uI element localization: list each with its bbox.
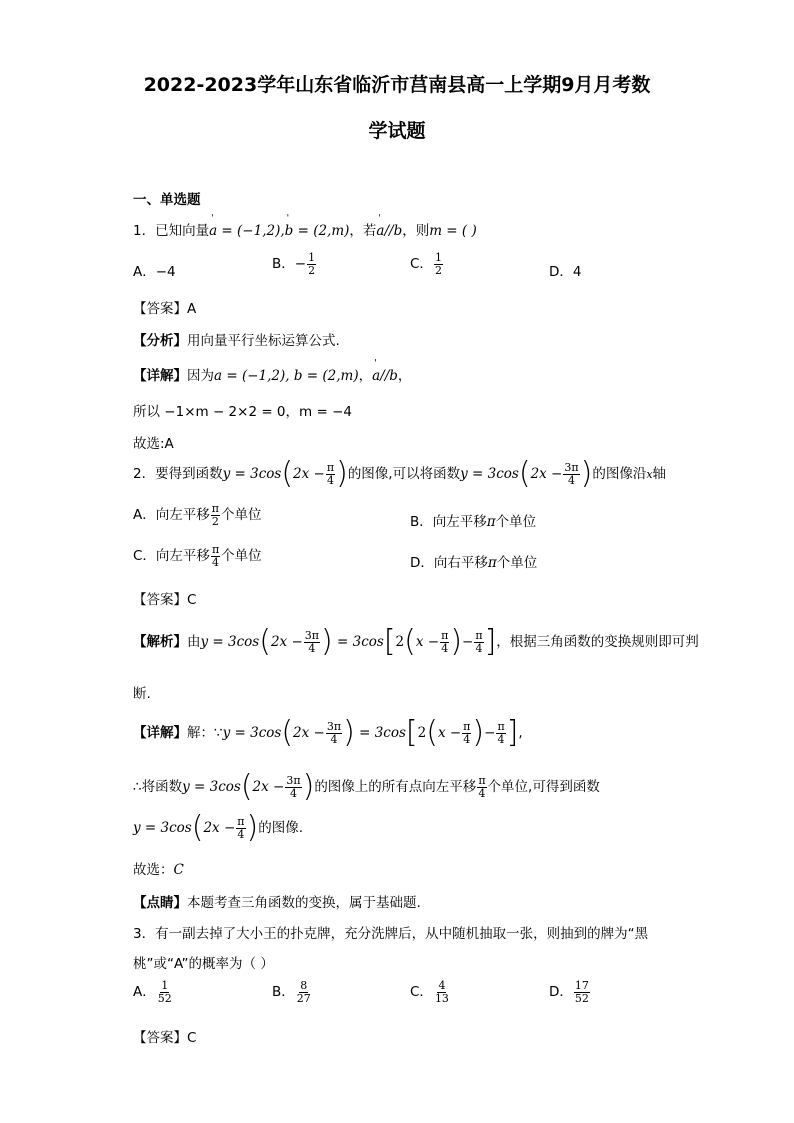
frac-den: 4 bbox=[478, 786, 486, 800]
q3-stem-line1: 3．有一副去掉了大小王的扑克牌，充分洗牌后，从中随机抽取一张，则抽到的牌为“黑 bbox=[133, 926, 649, 942]
q2-analysis: 【解析】由y = 3cos(2x − $\frac{3\pi}{4}$ ) = 3cos[2(x − $\frac{\pi}{4}$ )− $\frac{\pi}{4}$ ]，根据三角函数的变换规则即可判 bbox=[133, 624, 699, 659]
q1-option-b bbox=[272, 252, 317, 276]
q3-option-d-frac bbox=[574, 980, 590, 1004]
frac-den: 2 bbox=[308, 263, 316, 277]
q3-option-d-label: D． bbox=[549, 984, 573, 1001]
q2-line3-arg: 2x − bbox=[252, 779, 285, 795]
q1-option-b-frac bbox=[307, 252, 316, 276]
frac-den: 4 bbox=[212, 555, 220, 569]
q2-option-a-frac bbox=[211, 503, 220, 527]
q2-option-d bbox=[410, 551, 537, 571]
frac-num: π bbox=[497, 719, 505, 733]
frac-num: 3π bbox=[304, 628, 319, 642]
q2-stem-post: 的图像沿 bbox=[592, 466, 647, 482]
frac-num: 1 bbox=[434, 251, 442, 264]
q1-option-a: A．−4 bbox=[133, 264, 176, 280]
q2-line4-frac bbox=[236, 816, 245, 840]
frac-den: 4 bbox=[237, 827, 245, 841]
q2-detail-minus: − bbox=[484, 725, 496, 741]
q2-option-a-end: 个单位 bbox=[220, 507, 262, 524]
q1-detail-line2: 所以 −1×m − 2×2 = 0，m = −4 bbox=[133, 404, 352, 420]
q2-detail-eq: = 3cos bbox=[359, 725, 406, 741]
q3-option-c-label: C． bbox=[410, 984, 433, 1001]
q2-detail-frac3 bbox=[496, 721, 505, 745]
q3-option-d bbox=[549, 980, 591, 1004]
q2-line4-arg: 2x − bbox=[203, 820, 236, 836]
q2-analysis-frac2 bbox=[440, 630, 449, 654]
q2-detail-func: y = 3cos bbox=[222, 725, 282, 741]
q1-option-c-label: C． bbox=[410, 256, 433, 273]
frac-num: π bbox=[211, 502, 219, 515]
q1-detail-parallel: ' a//b bbox=[372, 368, 398, 384]
frac-den: 4 bbox=[475, 641, 483, 655]
frac-num: 1 bbox=[161, 979, 169, 992]
q2-option-d-label: D．向右平移 bbox=[410, 555, 488, 571]
q1-vector-a: ' a = (−1,2), bbox=[209, 223, 285, 239]
frac-num: 3π bbox=[564, 460, 579, 474]
q2-detail-x: x − bbox=[437, 725, 462, 741]
q2-func-arg: 2x − bbox=[293, 466, 325, 482]
q2-detail-two: 2 bbox=[417, 725, 427, 741]
frac-den: 4 bbox=[289, 786, 297, 800]
q2-detail-frac2 bbox=[462, 721, 471, 745]
q2-line3-pre: ∴将函数 bbox=[133, 779, 183, 795]
q3-option-a-frac bbox=[157, 980, 173, 1004]
q2-detail: 【详解】解：∵y = 3cos(2x − $\frac{3\pi}{4}$ ) = 3cos[2(x − $\frac{\pi}{4}$ )− $\frac{\pi}{4}$ ], bbox=[133, 715, 523, 750]
q1-detail-pre: 因为 bbox=[187, 368, 214, 384]
q2-func2-arg: 2x − bbox=[530, 466, 563, 482]
q2-analysis-two: 2 bbox=[395, 634, 405, 650]
q2-option-c bbox=[133, 544, 262, 568]
frac-den: 52 bbox=[574, 991, 589, 1005]
frac-num: 3π bbox=[326, 719, 342, 733]
q3-option-b bbox=[272, 980, 313, 1004]
q2-conclusion bbox=[133, 858, 184, 878]
q2-func: y = 3cos bbox=[222, 466, 282, 482]
q2-option-b-label: B．向左平移 bbox=[410, 514, 487, 530]
frac-den: 4 bbox=[308, 641, 316, 655]
q2-analysis-pre: 由 bbox=[187, 634, 201, 650]
q2-comment-text: 本题考查三角函数的变换，属于基础题. bbox=[187, 895, 421, 911]
q1-vector-b: ' b = (2,m) bbox=[285, 223, 350, 239]
q2-option-b bbox=[410, 510, 536, 530]
frac-den: 4 bbox=[567, 473, 575, 487]
q2-option-c-label: C．向左平移 bbox=[133, 548, 210, 565]
q2-detail-line4: y = 3cos(2x − $\frac{\pi}{4}$ )的图像. bbox=[133, 810, 304, 845]
q2-line3-frac2 bbox=[477, 775, 486, 799]
q2-conclusion-c: C bbox=[173, 862, 184, 878]
doc-title-line2: 学试题 bbox=[368, 120, 426, 142]
q3-answer: 【答案】C bbox=[133, 1030, 197, 1046]
q2-line3-frac1 bbox=[285, 775, 301, 799]
frac-num: π bbox=[475, 628, 483, 642]
frac-num: 17 bbox=[574, 979, 589, 992]
frac-num: 3π bbox=[286, 773, 301, 787]
q2-detail-tag: 【详解】 bbox=[133, 725, 187, 741]
q2-detail-line3: ∴将函数y = 3cos(2x − $\frac{3\pi}{4}$ )的图像上的所有点向左平移 $\frac{\pi}{4}$ 个单位,可得到函数 bbox=[133, 769, 600, 804]
frac-num: π bbox=[441, 628, 449, 642]
q1-detail-math: a = (−1,2), b = (2,m) bbox=[214, 368, 359, 384]
q2-analysis-arg: 2x − bbox=[270, 634, 303, 650]
q2-line4-func: y = 3cos bbox=[133, 820, 192, 836]
q2-line3-end: 个单位,可得到函数 bbox=[487, 779, 600, 795]
q1-option-b-label: B．− bbox=[272, 256, 307, 273]
q1-option-c bbox=[410, 252, 444, 276]
section-heading: 一、单选题 bbox=[133, 192, 201, 208]
q2-analysis-post: ，根据三角函数的变换规则即可判 bbox=[496, 634, 699, 650]
q2-frac-pi4 bbox=[326, 462, 335, 486]
q2-option-d-end: 个单位 bbox=[496, 555, 538, 571]
frac-den: 2 bbox=[211, 514, 219, 528]
q2-stem-mid: 的图像,可以将函数 bbox=[347, 466, 461, 482]
q2-detail-pre: 解：∵ bbox=[187, 725, 223, 741]
q1-detail: 【详解】因为a = (−1,2), b = (2,m)，' a//b， bbox=[133, 364, 411, 384]
q3-option-b-label: B． bbox=[272, 984, 295, 1001]
frac-num: π bbox=[326, 460, 335, 474]
q1-parallel: ' a//b bbox=[376, 223, 402, 239]
q2-answer: 【答案】C bbox=[133, 592, 197, 608]
q2-analysis-eq: = 3cos bbox=[337, 634, 384, 650]
q2-stem: 2．要得到函数y = 3cos(2x − $\frac{\pi}{4}$ )的图像,可以将函数y = 3cos(2x − $\frac{3\pi}{4}$ )的图像沿x轴 bbox=[133, 456, 667, 491]
frac-num: π bbox=[478, 773, 486, 787]
frac-den: 4 bbox=[441, 641, 449, 655]
q2-analysis-func: y = 3cos bbox=[200, 634, 260, 650]
q3-option-c bbox=[410, 980, 451, 1004]
frac-num: 4 bbox=[438, 979, 446, 992]
q2-conclusion-pre: 故选： bbox=[133, 862, 174, 878]
q1-answer: 【答案】A bbox=[133, 301, 197, 317]
q1-stem-then: ，则 bbox=[402, 223, 430, 239]
q2-comment bbox=[133, 891, 421, 911]
q1-stem-pre: 1．已知向量 bbox=[133, 223, 210, 239]
q1-conclusion: 故选:A bbox=[133, 436, 174, 452]
q2-frac-3pi4 bbox=[563, 462, 579, 486]
q2-line4-end: 的图像. bbox=[258, 820, 304, 836]
q2-line3-func: y = 3cos bbox=[182, 779, 241, 795]
frac-num: π bbox=[211, 543, 220, 556]
q2-analysis-tag: 【解析】 bbox=[133, 634, 187, 650]
q2-func2: y = 3cos bbox=[460, 466, 519, 482]
q1-analysis bbox=[133, 329, 340, 349]
frac-den: 4 bbox=[330, 732, 338, 746]
frac-num: 1 bbox=[308, 251, 316, 264]
q3-option-a bbox=[133, 980, 174, 1004]
q2-stem-pre: 2．要得到函数 bbox=[133, 466, 223, 482]
doc-title-line1: 2022-2023学年山东省临沂市莒南县高一上学期9月月考数 bbox=[143, 74, 651, 96]
q3-option-c-frac bbox=[434, 980, 450, 1004]
q1-option-c-frac bbox=[434, 252, 443, 276]
q3-stem-line2: 桃”或“A”的概率为（ ） bbox=[133, 956, 274, 972]
q2-detail-comma: , bbox=[518, 725, 523, 741]
q2-option-a-label: A．向左平移 bbox=[133, 507, 210, 524]
q2-detail-frac1 bbox=[326, 721, 342, 745]
frac-den: 2 bbox=[434, 263, 442, 277]
q3-option-a-label: A． bbox=[133, 984, 156, 1001]
frac-num: 8 bbox=[300, 979, 308, 992]
q2-analysis-minus: − bbox=[462, 634, 474, 650]
q2-analysis-x: x − bbox=[415, 634, 440, 650]
frac-den: 27 bbox=[296, 991, 311, 1005]
q2-line3-mid: 的图像上的所有点向左平移 bbox=[314, 779, 477, 795]
q2-comment-tag: 【点睛】 bbox=[133, 895, 187, 911]
q2-option-d-pi: π bbox=[487, 555, 497, 571]
q1-stem bbox=[133, 219, 477, 239]
q2-analysis-line2: 断. bbox=[133, 686, 151, 702]
q1-analysis-text: 用向量平行坐标运算公式. bbox=[187, 333, 340, 349]
q1-stem-m: m = ( ) bbox=[429, 223, 477, 239]
q2-option-a bbox=[133, 503, 261, 527]
q2-axis: x bbox=[646, 468, 653, 481]
frac-num: π bbox=[237, 814, 245, 828]
frac-den: 52 bbox=[157, 991, 172, 1005]
q1-stem-mid: ，若 bbox=[349, 223, 377, 239]
q2-option-c-end: 个单位 bbox=[221, 548, 262, 565]
frac-den: 4 bbox=[463, 732, 471, 746]
frac-den: 4 bbox=[497, 732, 505, 746]
q1-analysis-tag: 【分析】 bbox=[133, 333, 187, 349]
q3-option-b-frac bbox=[296, 980, 312, 1004]
frac-den: 13 bbox=[434, 991, 449, 1005]
q2-option-c-frac bbox=[211, 544, 220, 568]
q2-analysis-frac3 bbox=[474, 630, 483, 654]
q2-detail-arg: 2x − bbox=[293, 725, 325, 741]
q2-stem-end: 轴 bbox=[652, 466, 667, 482]
q2-analysis-frac1 bbox=[304, 630, 320, 654]
q1-detail-tag: 【详解】 bbox=[133, 368, 187, 384]
q2-option-b-pi: π bbox=[486, 514, 496, 530]
frac-num: π bbox=[463, 719, 471, 733]
frac-den: 4 bbox=[326, 473, 334, 487]
q2-option-b-end: 个单位 bbox=[495, 514, 537, 530]
q1-option-d: D．4 bbox=[549, 264, 582, 280]
